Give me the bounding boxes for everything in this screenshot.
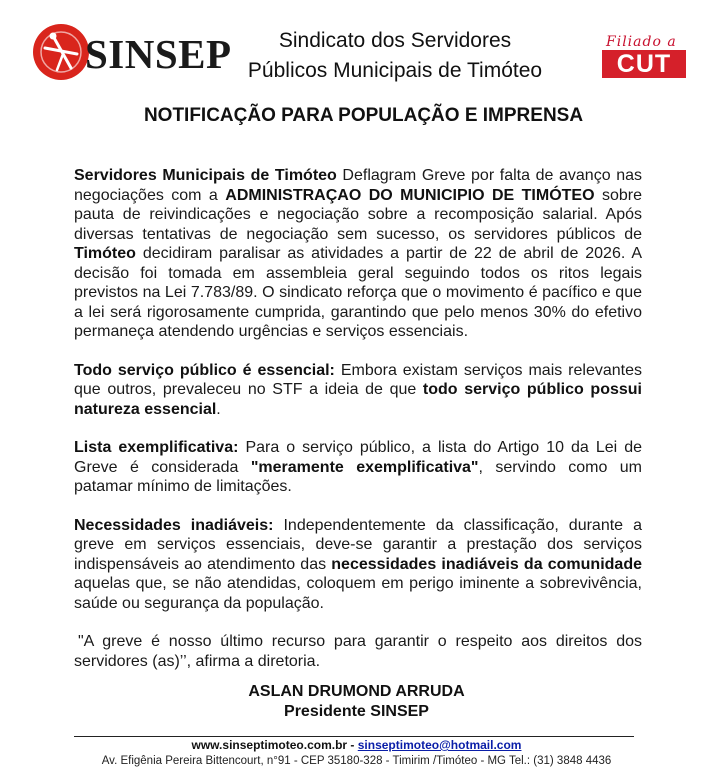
footer	[0, 737, 713, 769]
signatory-name: ASLAN DRUMOND ARRUDA	[248, 683, 465, 700]
website-link[interactable]: www.sinseptimoteo.com.br	[191, 738, 348, 752]
notice-body	[74, 166, 642, 690]
sinsep-logo	[33, 24, 232, 84]
paragraph-text: Para o serviço público, a lista do Artigo 10 da Lei de Greve é considerada	[74, 439, 643, 476]
paragraph-text: sobre pauta de reivindicações e negociação sobre a recomposição salarial. Após diversas tentativas de negociação sem sucesso, os servidores públicos de	[74, 186, 643, 243]
organization-name-line2: Públicos Municipais de Timóteo	[247, 59, 543, 82]
signatory-role: Presidente SINSEP	[284, 703, 429, 720]
paragraph-emphasis: Timóteo	[74, 245, 136, 262]
paragraph-emphasis: todo serviço público possui natureza essencial	[74, 381, 642, 418]
paragraph-lead: Todo serviço público é essencial:	[74, 361, 335, 379]
signature-block	[0, 682, 713, 722]
paragraph-lead: Necessidades inadiáveis:	[74, 516, 274, 534]
paragraph-text: Embora existam serviços mais relevantes que outros, prevaleceu no STF a ideia de que	[74, 361, 643, 398]
paragraph-text: decidiram paralisar as atividades a partir de 22 de abril de 2026. A decisão foi tomada em assembleia geral seguindo todos os ritos legais previstos na Lei 7.783/89. O sindicato reforça que o movimento é pacífico e que a lei será rigorosamente cumprida, garantindo que pelo menos 30% do efetivo permaneça atendendo urgências e serviços essenciais.	[74, 245, 642, 340]
paragraph-text: .	[216, 400, 221, 418]
footer-address: Av. Efigênia Pereira Bittencourt, n°91 - CEP 35180-328 - Timirim /Timóteo - MG Tel.: (31) 3848 4436	[101, 755, 612, 767]
paragraph-text: , servindo como um patamar mínimo de limitações.	[74, 458, 643, 495]
paragraph-urgent-needs	[74, 516, 642, 614]
cut-logo: CUT	[602, 50, 686, 78]
paragraph-emphasis: necessidades inadiáveis da comunidade	[331, 555, 642, 573]
cut-affiliation-badge	[600, 34, 690, 80]
paragraph-text: aquelas que, se não atendidas, coloquem em perigo iminente a sobrevivência, saúde ou segurança da população.	[74, 575, 642, 612]
letterhead	[0, 0, 713, 100]
paragraph-emphasis: "meramente exemplificativa"	[250, 458, 479, 476]
paragraph-exemplary-list	[74, 438, 642, 497]
email-link[interactable]: sinseptimoteo@hotmail.com	[357, 738, 522, 752]
paragraph-essential-service	[74, 361, 642, 420]
organization-name-line1: Sindicato dos Servidores	[278, 29, 512, 52]
footer-separator: -	[347, 738, 358, 752]
logo-wordmark: SINSEP	[85, 31, 232, 77]
document-title: NOTIFICAÇÃO PARA POPULAÇÃO E IMPRENSA	[143, 105, 584, 126]
board-quote: "A greve é nosso último recurso para garantir o respeito aos direitos dos servidores (as)’’, afirma a diretoria.	[74, 633, 642, 670]
paragraph-text: Deflagram Greve por falta de avanço nas negociações com a	[74, 167, 643, 204]
paragraph-lead: Servidores Municipais de Timóteo	[74, 167, 337, 184]
organization-name	[240, 26, 550, 86]
sinsep-emblem-icon	[33, 24, 89, 80]
paragraph-text: Independentemente da classificação, durante a greve em serviços essenciais, deve-se garantir a prestação dos serviços indispensáveis ao atendimento das	[74, 516, 642, 573]
paragraph-lead: Lista exemplificativa:	[74, 439, 239, 456]
paragraph-strike-announcement	[74, 166, 642, 342]
affiliation-label: Filiado a	[606, 34, 677, 50]
paragraph-emphasis: ADMINISTRAÇAO DO MUNICIPIO DE TIMÓTEO	[225, 186, 595, 204]
